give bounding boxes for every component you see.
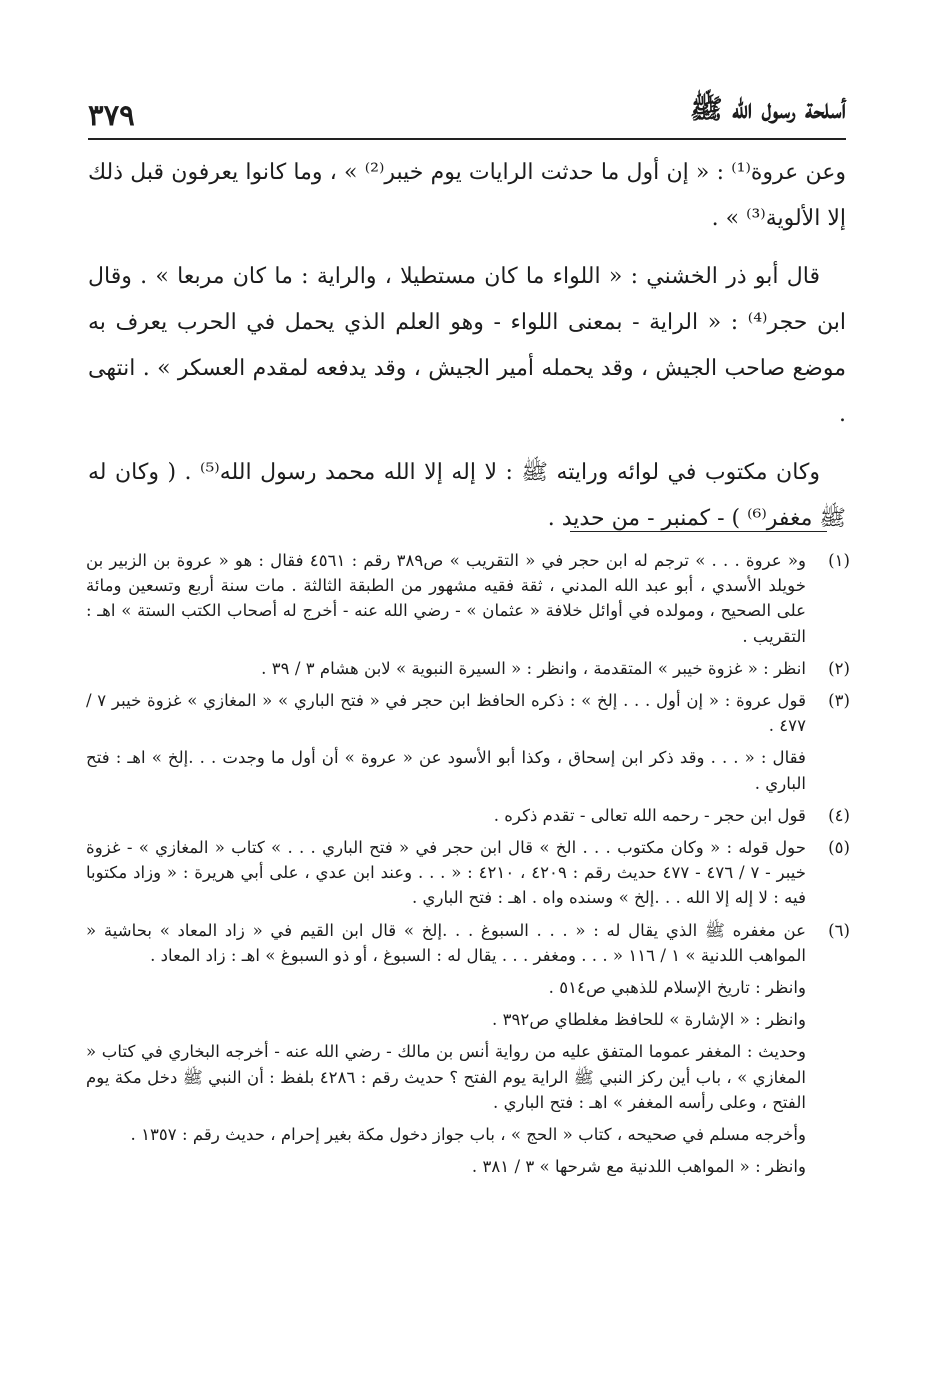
footnote bbox=[86, 835, 850, 911]
footnote-number: (٥) bbox=[828, 838, 850, 858]
footnote bbox=[86, 688, 850, 796]
footnote-text: وانظر : تاريخ الإسلام للذهبي ص٥١٤ . bbox=[548, 978, 806, 998]
footnote-separator bbox=[570, 531, 827, 532]
footnote bbox=[86, 548, 850, 649]
footnote-text: وانظر : « المواهب اللدنية مع شرحها » ٣ / ٣٨١ . bbox=[471, 1157, 806, 1177]
main-paragraph: قال أبو ذر الخشني : « اللواء ما كان مستطيلا ، والراية : ما كان مربعا » . وقال ابن حجر⁽⁴⁾ : « الراية - بمعنى اللواء - وهو العلم الذي يحمل في الحرب يعرف به موضع صاحب الجيش ، وقد يحمله أمير الجيش ، وقد يدفعه لمقدم العسكر » . انتهى . bbox=[88, 264, 846, 427]
footnote bbox=[86, 918, 850, 1180]
footnote-text: حول قوله : « وكان مكتوب . . . الخ » قال ابن حجر في « فتح الباري . . . » كتاب « المغازي » - غزوة خيبر - ٧ / ٤٧٦ - ٤٧٧ حديث رقم : ٤٢٠٩ ، ٤٢١٠ : « . . . وعند ابن عدي ، على أبي هريرة : « وزاد مكتوبا فيه : لا إله إلا الله . . .إلخ » وسنده واه . اهـ : فتح الباري . bbox=[86, 838, 807, 908]
footnote-text: و« عروة . . . » ترجم له ابن حجر في « التقريب » ص٣٨٩ رقم : ٤٥٦١ فقال : هو « عروة بن الزبير بن خويلد الأسدي ، أبو عبد الله المدني ، ثقة فقيه مشهور من الطبقة الثالثة . مات سنة أربع وتسعين ومائة على الصحيح ، ومولده في أوائل خلافة « عثمان » - رضي الله عنه - أخرج له أصحاب الكتب الستة » اهـ : التقريب . bbox=[86, 551, 807, 646]
page-number: ٣٧٩ bbox=[88, 98, 135, 132]
main-paragraph: وكان مكتوب في لوائه ورايته ﷺ : لا إله إلا الله محمد رسول الله⁽⁵⁾ . ( وكان له ﷺ مغفر⁽⁶⁾ ) - كمنبر - من حديد . bbox=[88, 460, 846, 531]
footnote-text: انظر : « غزوة خيبر » المتقدمة ، وانظر : « السيرة النبوية » لابن هشام ٣ / ٣٩ . bbox=[261, 658, 806, 678]
footnote-number: (٤) bbox=[828, 805, 850, 825]
footnote-text: وحديث : المغفر عموما المتفق عليه من رواية أنس بن مالك - رضي الله عنه - أخرجه البخاري في كتاب « المغازي » ، باب أين ركز النبي ﷺ الراية يوم الفتح ؟ حديث رقم : ٤٢٨٦ بلفظ : أن النبي ﷺ دخل مكة يوم الفتح ، وعلى رأسه المغفر » اهـ : فتح الباري . bbox=[86, 1042, 806, 1112]
footnote-number: (٢) bbox=[828, 658, 850, 678]
main-paragraph: وعن عروة⁽¹⁾ : « إن أول ما حدثت الرايات يوم خيبر⁽²⁾ » ، وما كانوا يعرفون قبل ذلك إلا الألوية⁽³⁾ » . bbox=[88, 160, 846, 231]
footnote-number: (٣) bbox=[828, 691, 850, 711]
footnote-text: وانظر : « الإشارة » للحافظ مغلطاي ص٣٩٢ . bbox=[492, 1010, 806, 1030]
running-title: أسلحة رسول الله ﷺ bbox=[689, 94, 846, 125]
footnote-text: قول عروة : « إن أول . . . إلخ » : ذكره الحافظ ابن حجر في « فتح الباري » « المغازي » غزوة خيبر ٧ / ٤٧٧ . bbox=[86, 691, 806, 736]
footnote-number: (١) bbox=[828, 551, 850, 570]
footnote bbox=[86, 803, 850, 828]
main-text bbox=[88, 150, 846, 554]
footnote-text: قول ابن حجر - رحمه الله تعالى - تقدم ذكره . bbox=[493, 805, 806, 825]
footnote-number: (٦) bbox=[828, 920, 850, 940]
page-header bbox=[88, 92, 846, 140]
footnote-text: وأخرجه مسلم في صحيحه ، كتاب « الحج » ، باب جواز دخول مكة بغير إحرام ، حديث رقم : ١٣٥٧ . bbox=[130, 1125, 806, 1145]
footnote-text: عن مغفره ﷺ الذي يقال له : « . . . السبوغ . . .إلخ » قال ابن القيم في « زاد المعاد » بحاشية « المواهب اللدنية » ١ / ١١٦ « . . . ومغفر . . . يقال له : السبوغ ، أو ذو السبوغ » اهـ : زاد المعاد . bbox=[86, 920, 806, 965]
footnote-text: فقال : « . . . وقد ذكر ابن إسحاق ، وكذا أبو الأسود عن « عروة » أن أول ما وجدت . . .إلخ » اهـ : فتح الباري . bbox=[86, 748, 806, 793]
footnotes bbox=[86, 548, 850, 1186]
footnote bbox=[86, 656, 850, 681]
